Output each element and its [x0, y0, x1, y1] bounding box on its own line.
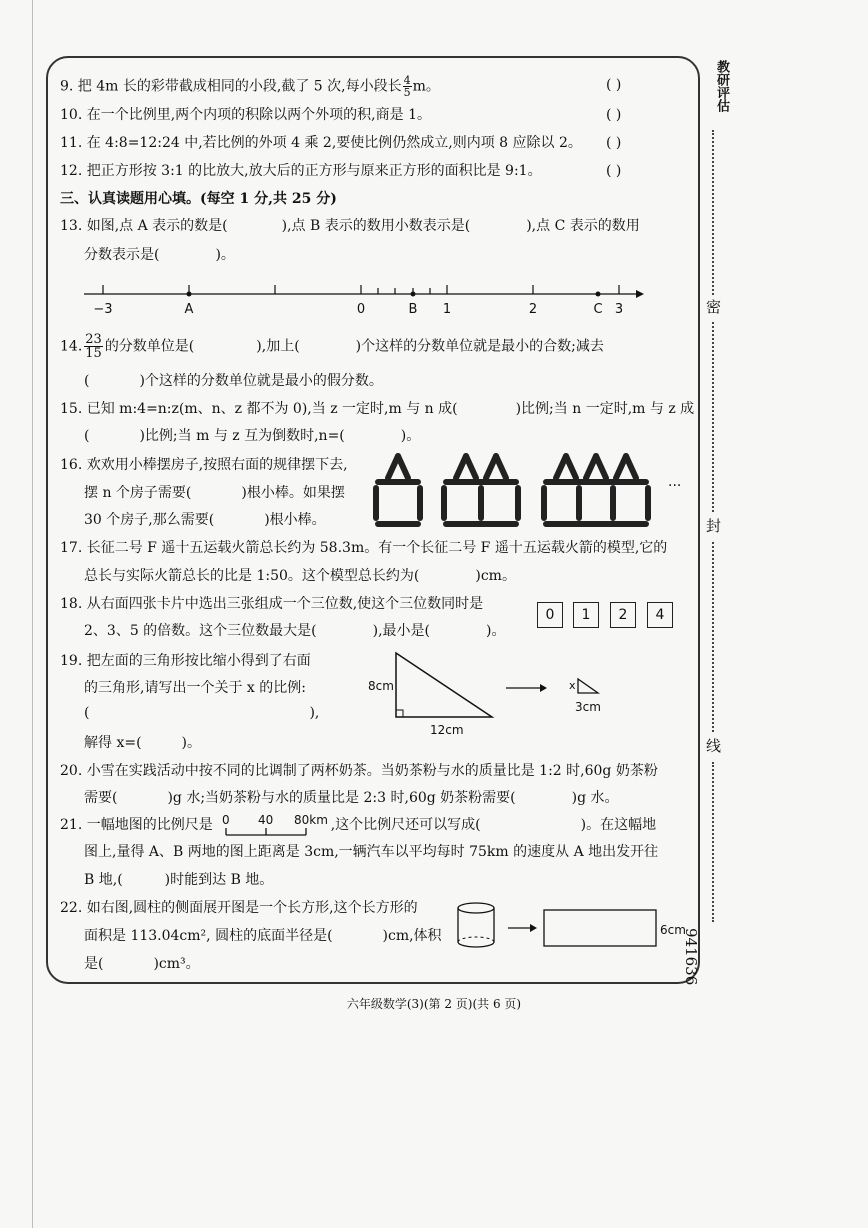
answer-paren-9[interactable]: ( ) — [606, 77, 622, 93]
question-17-cont: 总长与实际火箭总长的比是 1:50。这个模型总长约为( )cm。 — [84, 568, 516, 584]
large-triangle — [396, 653, 492, 717]
tick-label-3: 3 — [614, 302, 624, 317]
question-19: 19. 把左面的三角形按比缩小得到了右面 — [60, 653, 311, 669]
question-16-cont: 摆 n 个房子需要( )根小棒。如果摆 — [84, 485, 345, 501]
question-9: 9. 把 4m 长的彩带截成相同的小段,截了 5 次,每小段长 $\frac{4}{5}$ m。 — [60, 74, 440, 99]
answer-paren-12[interactable]: ( ) — [606, 163, 622, 179]
question-22-cont: 面积是 113.04cm², 圆柱的底面半径是( )cm,体积 — [84, 928, 442, 944]
question-15-cont: ( )比例;当 m 与 z 互为倒数时,n=( )。 — [84, 428, 421, 444]
binding-dash — [712, 542, 714, 732]
question-19-cont: 的三角形,请写出一个关于 x 的比例: — [84, 680, 306, 696]
question-13: 13. 如图,点 A 表示的数是( ),点 B 表示的数用小数表示是( ),点 C 表示的数用 — [60, 218, 640, 234]
question-15: 15. 已知 m:4=n:z(m、n、z 都不为 0),当 z 一定时,m 与 n 成( )比例;当 n 一定时,m 与 z 成 — [60, 401, 695, 417]
seal-feng: 封 — [706, 517, 722, 535]
question-14: 14. $\frac{23}{15}$ 的分数单位是( ),加上( )个这样的分数单位就是最小的合数;减去 — [60, 332, 604, 361]
scale-label-0: 0 — [222, 813, 230, 827]
question-16: 16. 欢欢用小棒摆房子,按照右面的规律摆下去, — [60, 457, 348, 473]
tick-label-neg3: −3 — [93, 302, 113, 317]
question-19-solve: 解得 x=( )。 — [84, 735, 202, 751]
question-11: 11. 在 4:8=12:24 中,若比例的外项 4 乘 2,要使比例仍然成立,则内项 8 应除以 2。 — [60, 135, 582, 151]
large-height-label: 8cm — [368, 679, 394, 693]
question-16-cont2: 30 个房子,那么需要( )根小棒。 — [84, 512, 326, 528]
digit-card-2: 2 — [610, 602, 636, 628]
point-a — [187, 292, 192, 297]
tick-label-0: 0 — [356, 302, 366, 317]
answer-paren-11[interactable]: ( ) — [606, 135, 622, 151]
rectangle-height-label: 6cm — [660, 923, 686, 937]
digit-card-0: 0 — [537, 602, 563, 628]
binding-dash — [712, 762, 714, 922]
section-3-heading: 三、认真读题用心填。(每空 1 分,共 25 分) — [60, 191, 337, 207]
scale-label-40: 40 — [258, 813, 274, 827]
question-20-cont: 需要( )g 水;当奶茶粉与水的质量比是 2:3 时,60g 奶茶粉需要( )g 水。 — [84, 790, 619, 806]
question-12: 12. 把正方形按 3:1 的比放大,放大后的正方形与原来正方形的面积比是 9:1。 — [60, 163, 542, 179]
tick-label-1: 1 — [442, 302, 452, 317]
question-19-blank: ( ), — [84, 705, 320, 721]
question-10: 10. 在一个比例里,两个内项的积除以两个外项的积,商是 1。 — [60, 107, 431, 123]
large-width-label: 12cm — [430, 723, 464, 737]
paper-code: 941636 — [682, 928, 700, 986]
question-17: 17. 长征二号 F 遥十五运载火箭总长约为 58.3m。有一个长征二号 F 遥十五运载火箭的模型,它的 — [60, 540, 668, 556]
house-1 — [376, 456, 420, 524]
house-sticks-figure — [368, 450, 688, 530]
small-triangle — [578, 679, 598, 693]
tick-label-c: C — [593, 302, 603, 317]
house-2 — [444, 456, 518, 524]
question-13-cont: 分数表示是( )。 — [84, 247, 235, 263]
question-20: 20. 小雪在实践活动中按不同的比调制了两杯奶茶。当奶茶粉与水的质量比是 1:2 时,60g 奶茶粉 — [60, 763, 658, 779]
point-c — [596, 292, 601, 297]
question-14-cont: ( )个这样的分数单位就是最小的假分数。 — [84, 373, 383, 389]
cylinder-figure — [452, 898, 692, 958]
question-18-cont: 2、3、5 的倍数。这个三位数最大是( ),最小是( )。 — [84, 623, 506, 639]
seal-mi: 密 — [706, 298, 722, 316]
unfolded-rectangle — [544, 910, 656, 946]
question-22: 22. 如右图,圆柱的侧面展开图是一个长方形,这个长方形的 — [60, 900, 418, 916]
scale-label-80: 80km — [294, 813, 328, 827]
tick-label-2: 2 — [528, 302, 538, 317]
question-22-cont2: 是( )cm³。 — [84, 956, 200, 972]
triangle-figure — [360, 645, 650, 740]
cylinder-top — [458, 903, 494, 913]
small-width-label: 3cm — [575, 700, 601, 714]
tick-label-b: B — [408, 302, 418, 317]
question-21: 21. 一幅地图的比例尺是 ,这个比例尺还可以写成( )。在这幅地 — [60, 817, 657, 833]
answer-paren-10[interactable]: ( ) — [606, 107, 622, 123]
digit-card-4: 4 — [647, 602, 673, 628]
seal-xian: 线 — [706, 737, 722, 755]
map-scale-bar — [218, 808, 338, 842]
house-3 — [544, 456, 648, 524]
tick-label-a: A — [184, 302, 194, 317]
binding-dash — [712, 130, 714, 295]
small-height-label: x — [569, 679, 576, 692]
digit-card-1: 1 — [573, 602, 599, 628]
point-b — [411, 292, 416, 297]
page-edge-line — [32, 0, 33, 1228]
question-21-cont2: B 地,( )时能到达 B 地。 — [84, 872, 274, 888]
question-18: 18. 从右面四张卡片中选出三张组成一个三位数,使这个三位数同时是 — [60, 596, 484, 612]
binding-dash — [712, 322, 714, 512]
figure-ellipsis: ··· — [668, 478, 682, 494]
page-footer: 六年级数学(3)(第 2 页)(共 6 页) — [346, 997, 522, 1011]
number-line — [80, 280, 650, 320]
question-21-cont: 图上,量得 A、B 两地的图上距离是 3cm,一辆汽车以平均每时 75km 的速度从 A 地出发开往 — [84, 844, 659, 860]
evaluation-label: 教研评估 — [714, 60, 729, 112]
